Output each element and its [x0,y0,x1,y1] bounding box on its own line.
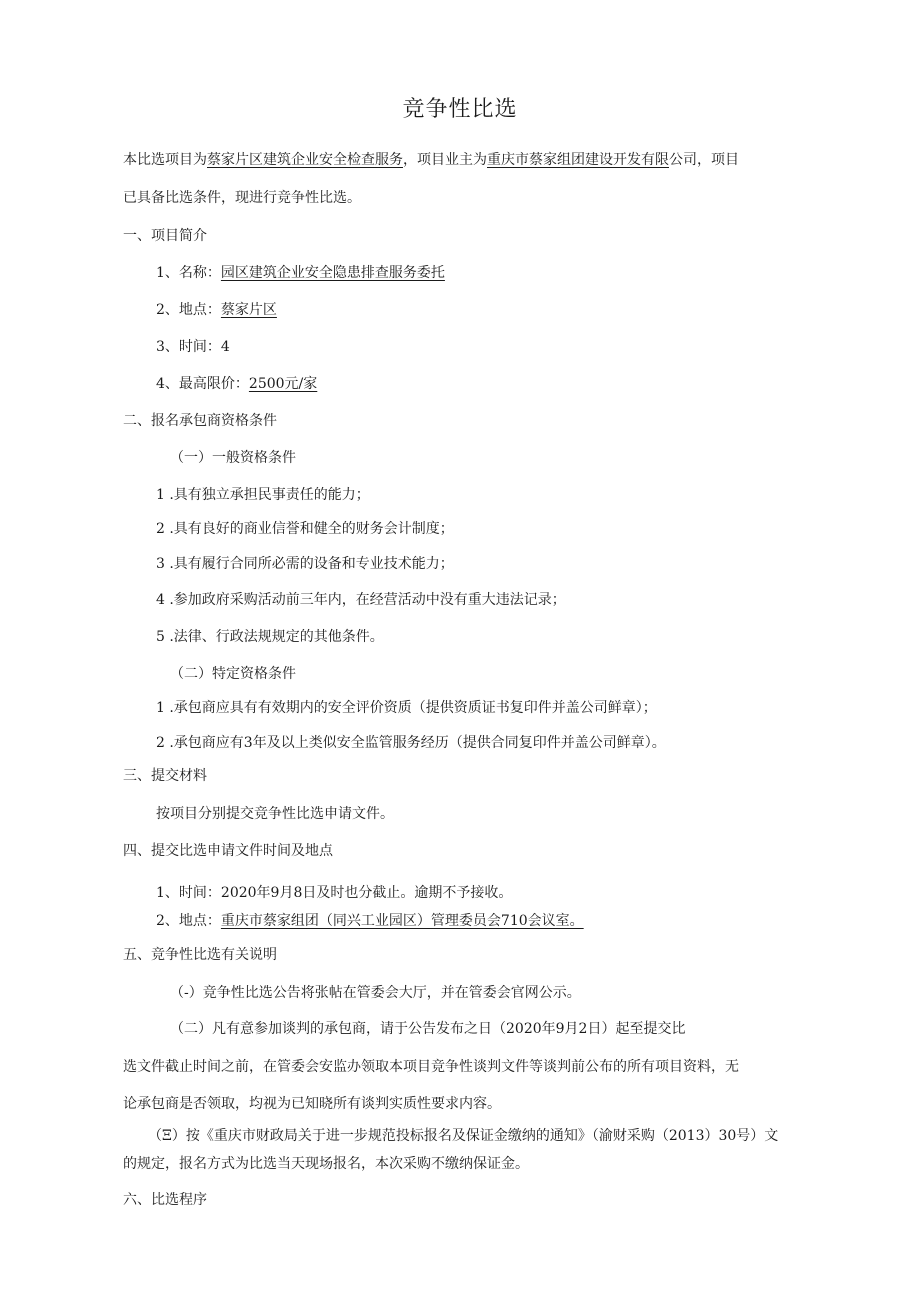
section-5-heading: 五、竞争性比选有关说明 [123,947,277,963]
general-condition-5: 5 .法律、行政法规规定的其他条件。 [156,629,384,645]
note-1: （-）竞争性比选公告将张帖在管委会大厅，并在管委会官网公示。 [170,985,581,1001]
intro-line-1 [123,150,739,170]
intro-suffix: 公司，项目 [669,152,739,168]
note-2-line-3: 论承包商是否领取，均视为已知晓所有谈判实质性要求内容。 [123,1096,501,1112]
specific-condition-2: 2 .承包商应有3年及以上类似安全监管服务经历（提供合同复印件并盖公司鲜章）。 [156,735,666,751]
general-condition-1: 1 .具有独立承担民事责任的能力； [156,487,370,503]
project-time-line: 3、时间：4 [156,339,230,355]
note-3-line-2: 的规定，报名方式为比选当天现场报名，本次采购不缴纳保证金。 [123,1156,529,1172]
section-3-heading: 三、提交材料 [123,768,207,784]
project-scope: 蔡家片区建筑企业安全检查服务 [207,152,403,168]
project-place-label: 2、地点： [156,302,221,318]
project-place-value: 蔡家片区 [220,302,277,318]
note-2-line-2: 选文件截止时间之前，在管委会安监办领取本项目竞争性谈判文件等谈判前公布的所有项目资料，无 [123,1059,739,1075]
submission-place-label: 2、地点： [156,913,221,929]
project-place-line [156,300,277,320]
project-name-label: 1、名称： [156,265,221,281]
specific-condition-1: 1 .承包商应具有有效期内的安全评价资质（提供资质证书复印件并盖公司鲜章）； [156,700,657,716]
general-condition-3: 3 .具有履行合同所必需的设备和专业技术能力； [156,556,454,572]
project-price-label: 4、最高限价： [156,376,249,392]
intro-middle: ，项目业主为 [403,152,487,168]
intro-prefix: 本比选项目为 [123,152,207,168]
general-conditions-heading: （一）一般资格条件 [170,450,296,466]
section-1-heading: 一、项目简介 [123,228,207,244]
submission-place-line [156,911,584,931]
note-3-line-1: （Ξ）按《重庆市财政局关于进一步规范投标报名及保证金缴纳的通知》（渝财采购（2013）30号）文 [148,1128,779,1144]
project-owner: 重庆市蔡家组团建设开发有限 [487,152,669,168]
submission-place-value: 重庆市蔡家组团（同兴工业园区）管理委员会710会议室。 [220,913,584,929]
project-name-value: 园区建筑企业安全隐患排查服务委托 [220,265,445,281]
document-title: 竞争性比选 [402,97,518,122]
project-name-line [156,263,445,283]
section-4-heading: 四、提交比选申请文件时间及地点 [123,843,333,859]
specific-conditions-heading: （二）特定资格条件 [170,666,296,682]
project-price-line [156,374,317,394]
note-2-line-1: （二）凡有意参加谈判的承包商，请于公告发布之日（2020年9月2日）起至提交比 [170,1021,686,1037]
submission-time: 1、时间：2020年9月8日及时也分截止。逾期不予接收。 [156,885,513,901]
section-6-heading: 六、比选程序 [123,1192,207,1208]
general-condition-2: 2 .具有良好的商业信誉和健全的财务会计制度； [156,521,454,537]
section-3-body: 按项目分别提交竞争性比选申请文件。 [156,806,394,822]
project-price-value: 2500元/家 [248,376,318,392]
general-condition-4: 4 .参加政府采购活动前三年内，在经营活动中没有重大违法记录； [156,592,566,608]
section-2-heading: 二、报名承包商资格条件 [123,413,277,429]
intro-line-2: 已具备比选条件，现进行竞争性比选。 [123,190,361,206]
